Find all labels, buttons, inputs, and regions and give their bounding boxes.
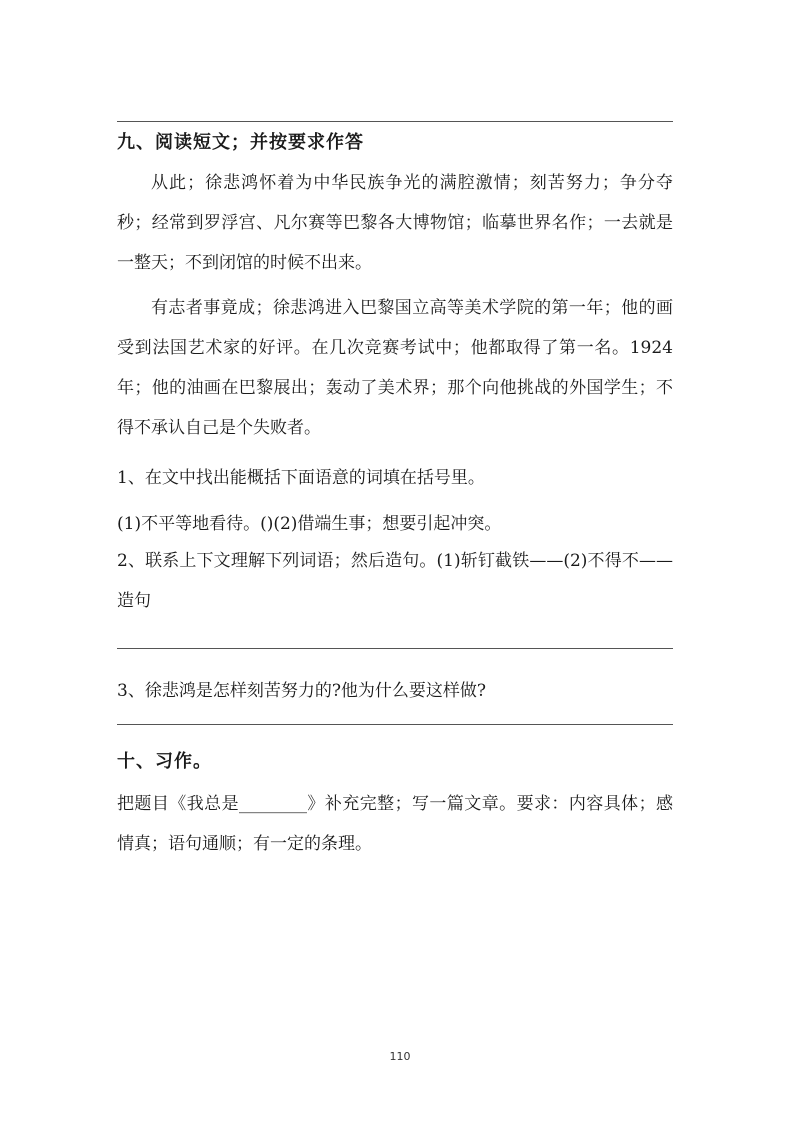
top-rule <box>117 121 673 122</box>
question-2: 2、联系上下文理解下列词语；然后造句。(1)斩钉截铁——(2)不得不——造句 <box>117 551 673 611</box>
reading-paragraph-2: 有志者事竟成；徐悲鸿进入巴黎国立高等美术学院的第一年；他的画受到法国艺术家的好评。在几次竞赛考试中；他都取得了第一名。1924 年；他的油画在巴黎展出；轰动了美术界；那个向他挑战的外国学生；不得不承认自己是个失败者。 <box>117 298 673 438</box>
composition-prompt: 把题目《我总是________》补充完整；写一篇文章。要求：内容具体；感情真；语句通顺；有一定的条理。 <box>117 794 673 854</box>
section-9-title: 九、阅读短文；并按要求作答 <box>117 132 364 153</box>
question-1: 1、在文中找出能概括下面语意的词填在括号里。 <box>117 468 485 488</box>
question-3: 3、徐悲鸿是怎样刻苦努力的?他为什么要这样做? <box>117 681 487 701</box>
reading-paragraph-1: 从此；徐悲鸿怀着为中华民族争光的满腔激情；刻苦努力；争分夺秒；经常到罗浮宫、凡尔赛等巴黎各大博物馆；临摹世界名作；一去就是一整天；不到闭馆的时候不出来。 <box>117 173 673 273</box>
page-number: 110 <box>389 1050 411 1063</box>
section-10-title: 十、习作。 <box>117 751 212 772</box>
answer-line-q2 <box>117 648 673 649</box>
question-1-items: (1)不平等地看待。()(2)借端生事；想要引起冲突。 <box>117 514 502 534</box>
answer-line-q3 <box>117 724 673 725</box>
